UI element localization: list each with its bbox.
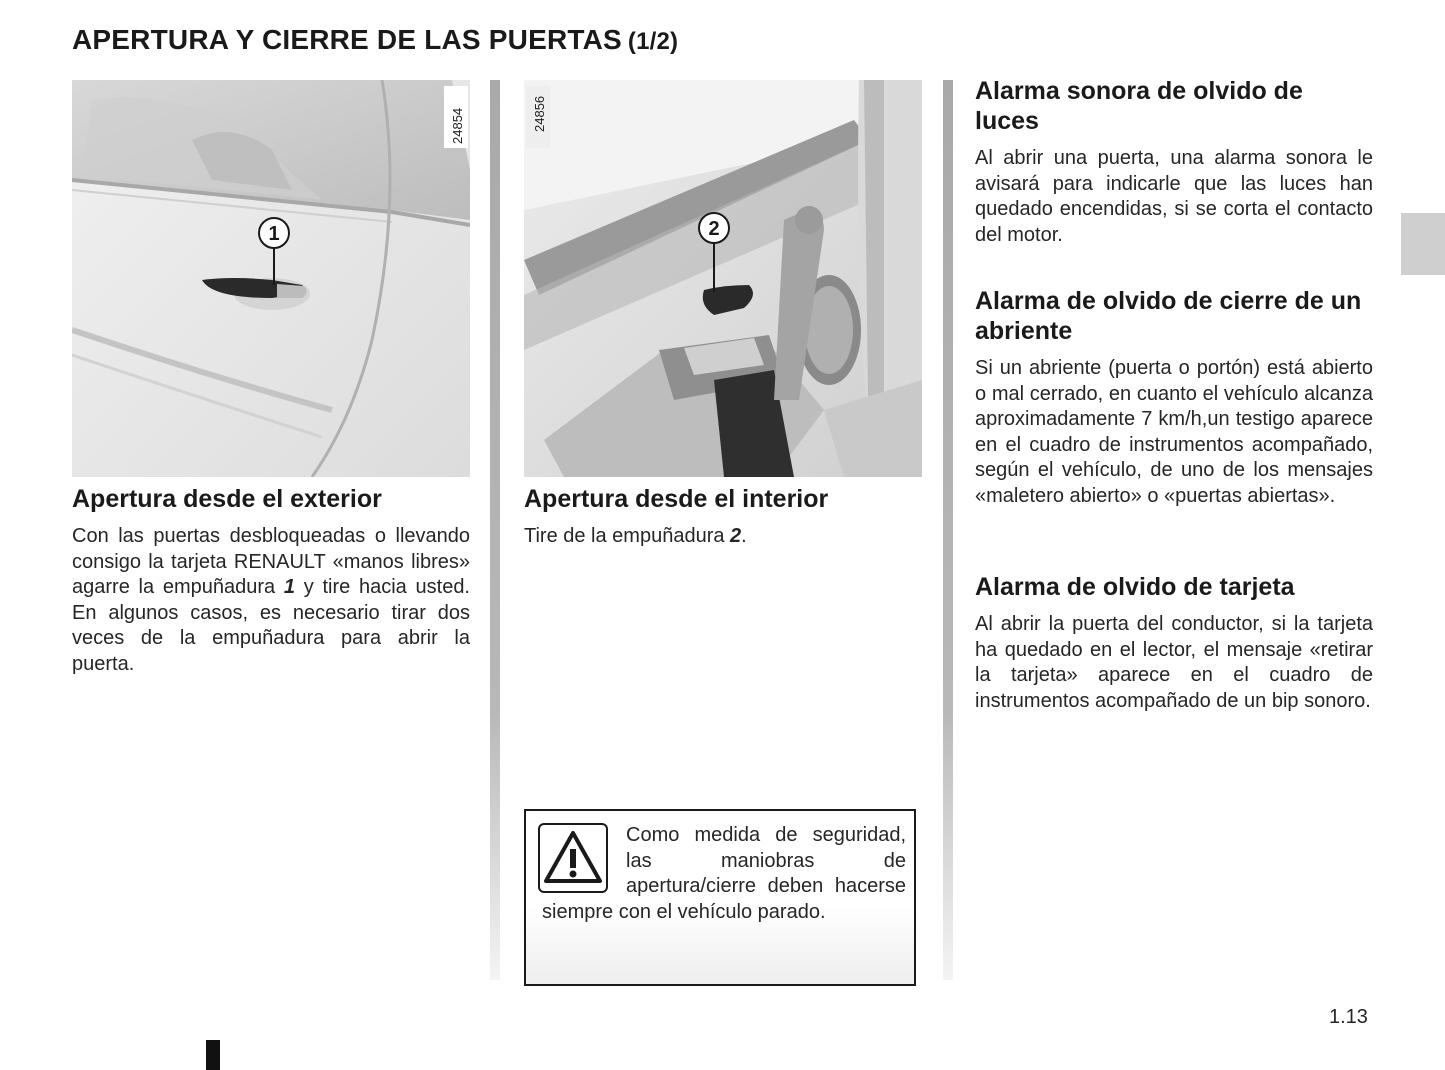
heading-door-open-alarm: Alarma de olvido de cierre de un abriente bbox=[975, 287, 1362, 345]
heading-lights-alarm: Alarma sonora de olvido de luces bbox=[975, 77, 1303, 135]
text-exterior-part1: Con las puertas desbloqueadas o llevando consigo la tarjeta RENAULT «manos libres» agarre la empuñadura bbox=[72, 525, 470, 598]
callout-1: 1 bbox=[268, 223, 280, 245]
text-card-alarm: Al abrir la puerta del conductor, si la tarjeta ha quedado en el lector, el mensaje «retirar la tarjeta» aparece en el cuadro de instrumentos acompañado de un bip sonoro. bbox=[975, 613, 1373, 712]
text-interior-ref: 2 bbox=[730, 525, 742, 547]
page-title-text: APERTURA Y CIERRE DE LAS PUERTAS bbox=[72, 24, 622, 55]
safety-warning-text-content: Como medida de seguridad, las maniobras de apertura/cierre deben hacerse siempre con el vehículo parado. bbox=[542, 824, 906, 923]
text-interior-opening bbox=[524, 524, 922, 550]
figure-exterior-door-handle bbox=[72, 80, 470, 477]
page-title-suffix: (1/2) bbox=[627, 28, 679, 55]
page-edge-mark bbox=[206, 1040, 220, 1070]
text-door-open-alarm: Si un abriente (puerta o portón) está abierto o mal cerrado, en cuanto el vehículo alcanza aproximadamente 7 km/h,un testigo aparece en el cuadro de instrumentos acompañado, según el vehículo, de uno de los mensajes «maletero abierto» o «puertas abiertas». bbox=[975, 357, 1373, 507]
page-title bbox=[72, 24, 678, 56]
text-interior-part1: Tire de la empuñadura bbox=[524, 525, 731, 547]
heading-card-alarm: Alarma de olvido de tarjeta bbox=[975, 573, 1295, 601]
figure-number-24854: 24854 bbox=[450, 107, 465, 144]
safety-warning-box bbox=[524, 809, 916, 986]
column-separator-2 bbox=[943, 80, 953, 980]
text-lights-alarm: Al abrir una puerta, una alarma sonora le avisará para indicarle que las luces han quedado encendidas, si se corta el contacto del motor. bbox=[975, 147, 1373, 246]
exterior-door-illustration bbox=[72, 80, 470, 477]
figure-number-24856: 24856 bbox=[532, 95, 547, 132]
interior-door-illustration bbox=[524, 80, 922, 477]
text-exterior-opening bbox=[72, 524, 470, 677]
column-separator-1 bbox=[490, 80, 500, 980]
page-number: 1.13 bbox=[1329, 1006, 1368, 1028]
section-tab-marker bbox=[1401, 213, 1445, 275]
callout-2: 2 bbox=[708, 218, 720, 240]
heading-interior-opening: Apertura desde el interior bbox=[524, 485, 829, 513]
figure-interior-door-handle bbox=[524, 80, 922, 477]
text-exterior-ref: 1 bbox=[283, 576, 295, 598]
text-interior-part2: . bbox=[741, 525, 747, 547]
safety-warning-text bbox=[542, 823, 906, 925]
heading-exterior-opening: Apertura desde el exterior bbox=[72, 485, 382, 513]
text-exterior-part2: y tire hacia usted. En algunos casos, es necesario tirar dos veces de la empuñadura para abrir la puerta. bbox=[72, 576, 470, 675]
